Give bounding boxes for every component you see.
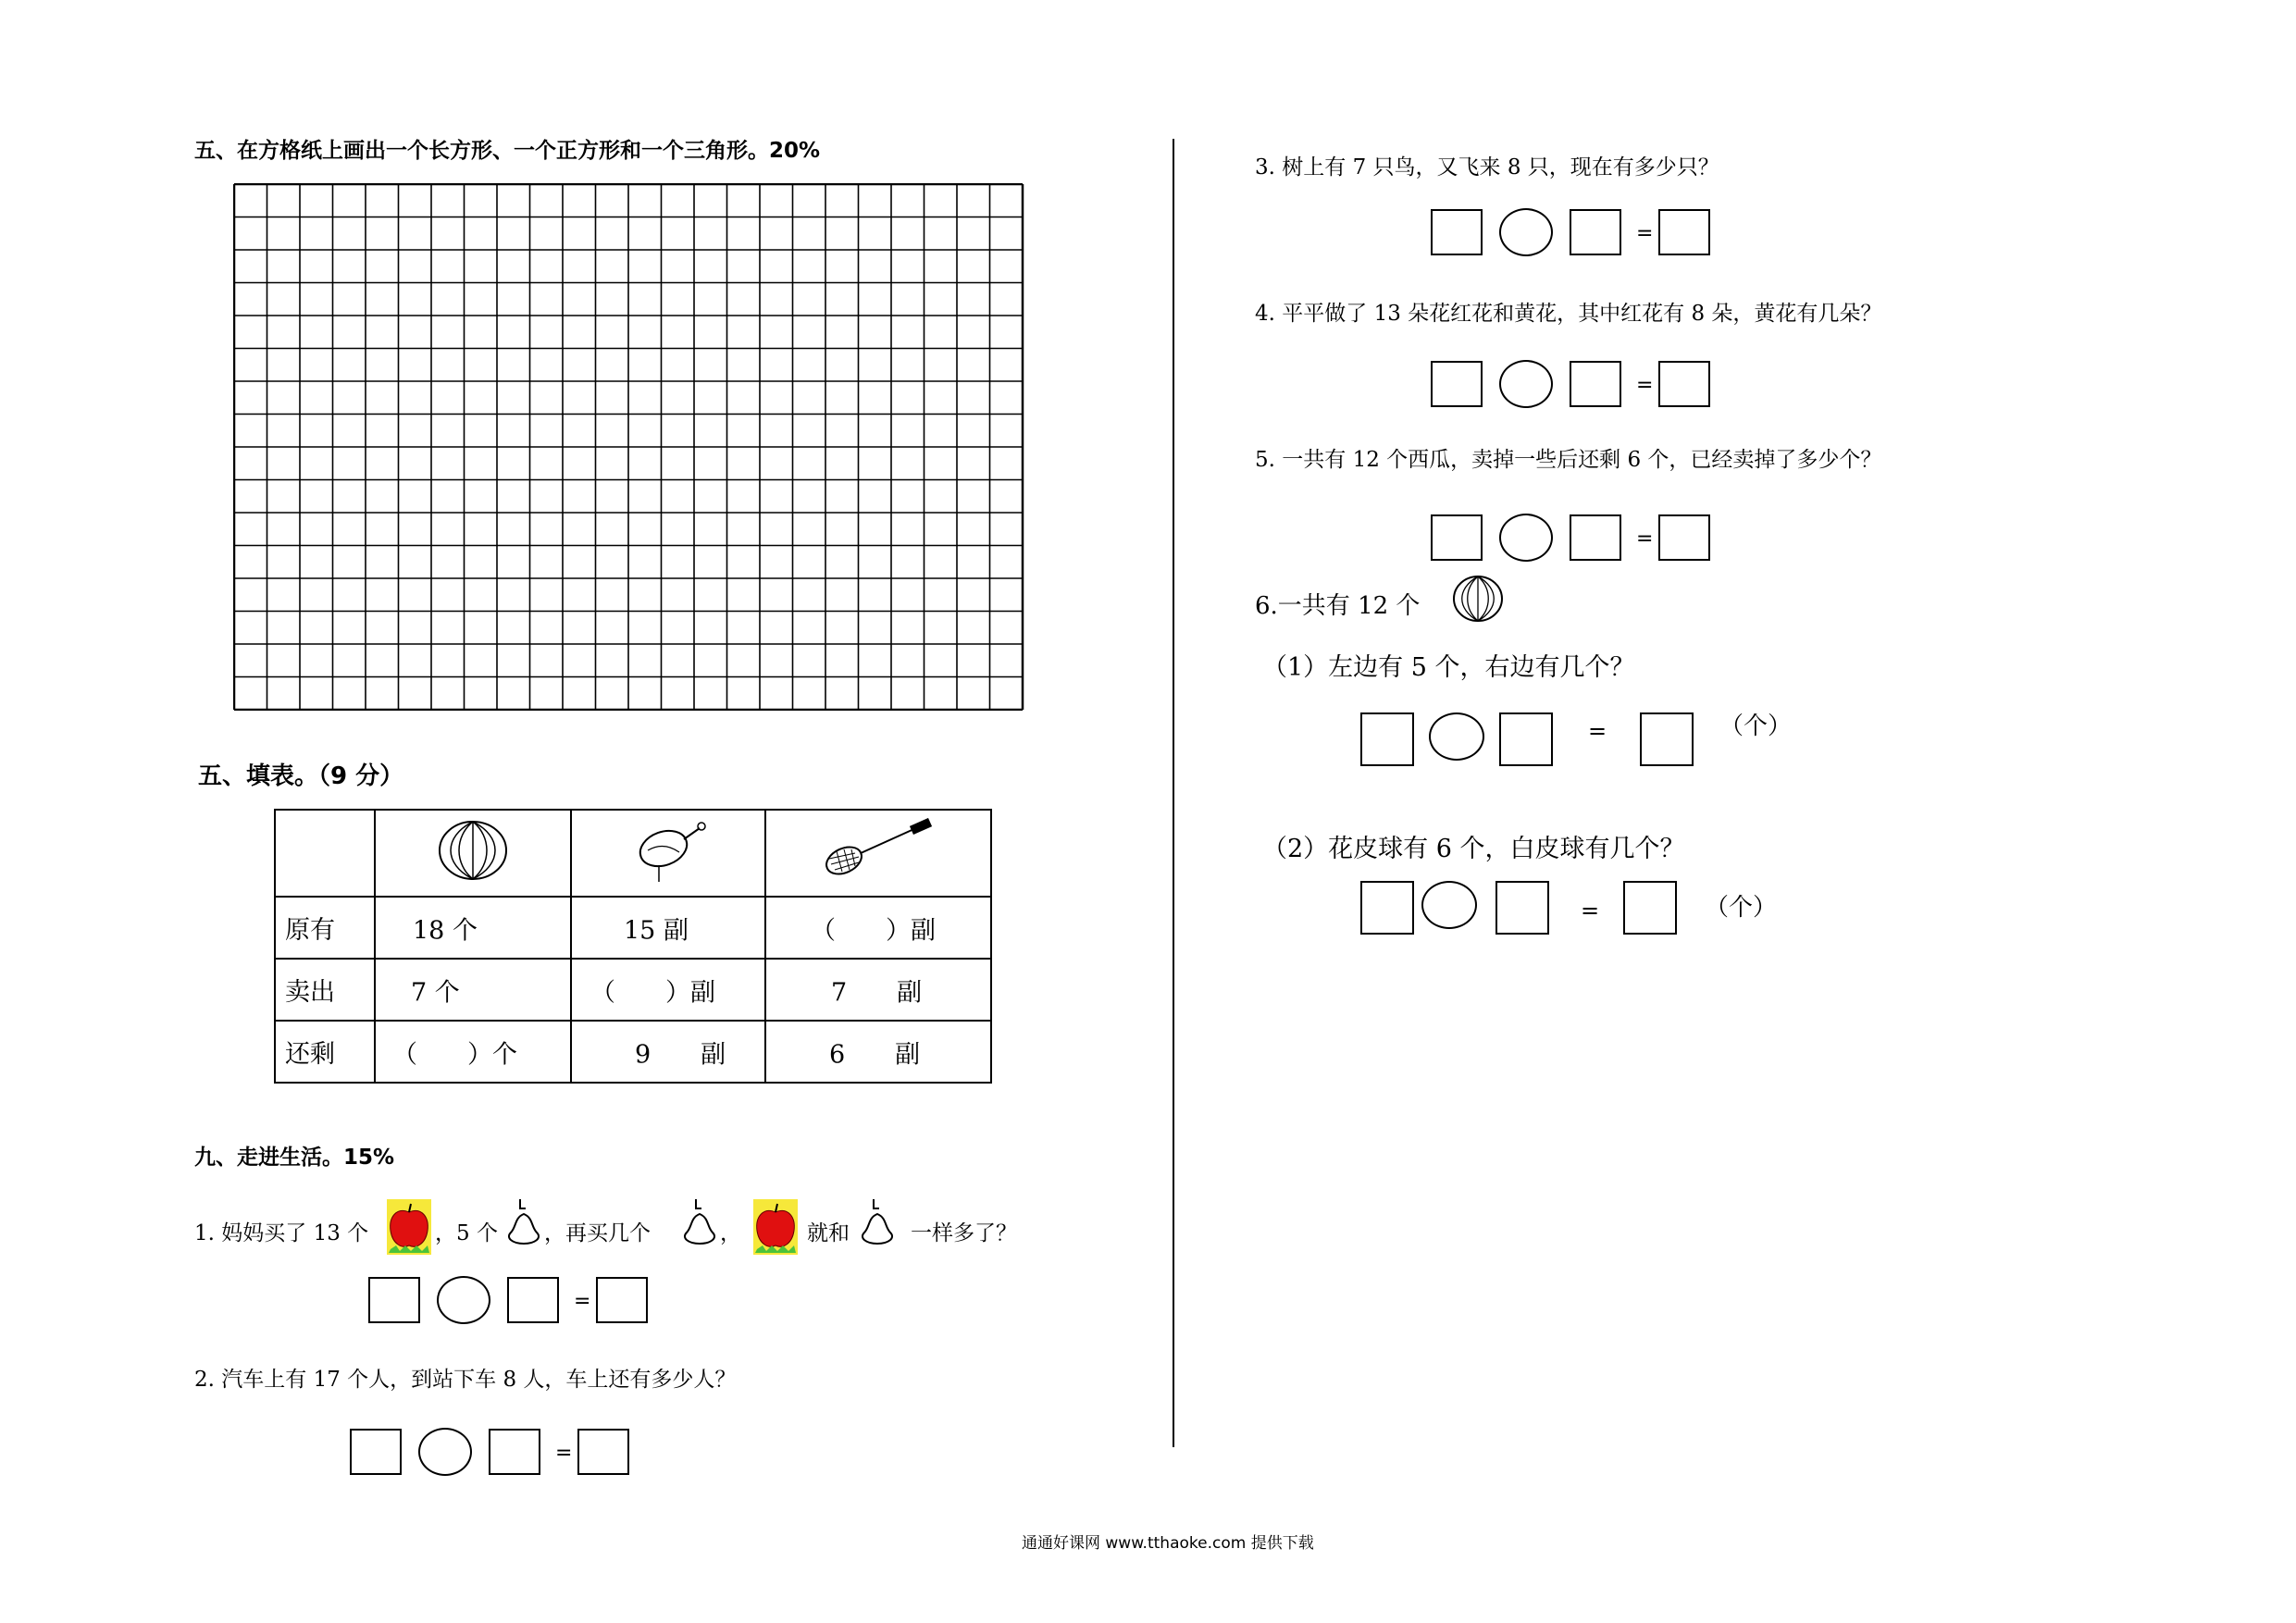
q6-1-unit: （个） bbox=[1719, 712, 1793, 740]
ball-icon bbox=[1451, 574, 1505, 624]
cell-remaining-racket: 6 副 bbox=[765, 1021, 991, 1083]
q6-1-answer-box-2[interactable] bbox=[1499, 712, 1553, 766]
cell-remaining-ball[interactable]: （ ）个 bbox=[375, 1021, 571, 1083]
q2-answer-box-2[interactable] bbox=[489, 1429, 540, 1475]
ball-icon bbox=[436, 818, 510, 883]
q1-text-part3: ，再买几个 bbox=[544, 1221, 651, 1245]
q5-answer-box-2[interactable] bbox=[1570, 514, 1621, 561]
q1-text-part4: ， bbox=[720, 1221, 741, 1245]
q2-operator-circle[interactable] bbox=[418, 1428, 472, 1476]
q5-result-box[interactable] bbox=[1658, 514, 1710, 561]
table-header-racket bbox=[765, 810, 991, 897]
row-label-sold: 卖出 bbox=[275, 959, 375, 1021]
q2-answer-box-1[interactable] bbox=[350, 1429, 402, 1475]
column-divider bbox=[1173, 139, 1174, 1447]
drawing-grid[interactable] bbox=[233, 183, 1025, 711]
q2-result-box[interactable] bbox=[577, 1429, 629, 1475]
table-corner-cell bbox=[275, 810, 375, 897]
cell-original-paddle: 15 副 bbox=[571, 897, 765, 959]
q1-text-part6: 一样多了？ bbox=[911, 1221, 1017, 1245]
q4-operator-circle[interactable] bbox=[1499, 360, 1553, 408]
pear-icon bbox=[679, 1196, 720, 1247]
q1-answer-box-2[interactable] bbox=[507, 1277, 559, 1323]
table-section-title: 五、填表。（9 分） bbox=[198, 762, 404, 790]
q1-text-part1: 1. 妈妈买了 13 个 bbox=[194, 1221, 369, 1245]
cell-remaining-paddle: 9 副 bbox=[571, 1021, 765, 1083]
q6-1-result-box[interactable] bbox=[1640, 712, 1694, 766]
row-label-remaining: 还剩 bbox=[275, 1021, 375, 1083]
cell-sold-paddle[interactable]: （ ）副 bbox=[571, 959, 765, 1021]
q3-operator-circle[interactable] bbox=[1499, 208, 1553, 256]
cell-original-racket[interactable]: （ ）副 bbox=[765, 897, 991, 959]
q6-text: 6.一共有 12 个 bbox=[1255, 592, 1421, 620]
q6-1-operator-circle[interactable] bbox=[1429, 712, 1484, 761]
q6-part2-text: （2）花皮球有 6 个，白皮球有几个？ bbox=[1262, 835, 1685, 863]
q2-text: 2. 汽车上有 17 个人，到站下车 8 人，车上还有多少人？ bbox=[194, 1368, 737, 1392]
q5-equals-sign: = bbox=[1636, 527, 1654, 551]
cell-sold-ball: 7 个 bbox=[375, 959, 571, 1021]
table-header-paddle bbox=[571, 810, 765, 897]
q4-result-box[interactable] bbox=[1658, 361, 1710, 407]
q3-result-box[interactable] bbox=[1658, 209, 1710, 255]
pear-icon bbox=[503, 1196, 544, 1247]
q6-part1-text: （1）左边有 5 个，右边有几个？ bbox=[1262, 653, 1635, 682]
q4-equals-sign: = bbox=[1636, 374, 1654, 397]
row-label-original: 原有 bbox=[275, 897, 375, 959]
q1-operator-circle[interactable] bbox=[437, 1276, 490, 1324]
q6-2-result-box[interactable] bbox=[1623, 881, 1677, 935]
q4-answer-box-1[interactable] bbox=[1431, 361, 1483, 407]
q3-equals-sign: = bbox=[1636, 222, 1654, 245]
q6-2-answer-box-1[interactable] bbox=[1360, 881, 1414, 935]
q6-2-operator-circle[interactable] bbox=[1421, 881, 1477, 929]
q5-operator-circle[interactable] bbox=[1499, 514, 1553, 562]
q5-answer-box-1[interactable] bbox=[1431, 514, 1483, 561]
pear-icon bbox=[857, 1196, 898, 1247]
q3-answer-box-1[interactable] bbox=[1431, 209, 1483, 255]
q5-text: 5. 一共有 12 个西瓜，卖掉一些后还剩 6 个，已经卖掉了多少个？ bbox=[1255, 448, 1882, 472]
q4-answer-box-2[interactable] bbox=[1570, 361, 1621, 407]
table-header-ball bbox=[375, 810, 571, 897]
q6-2-unit: （个） bbox=[1705, 894, 1778, 922]
q3-answer-box-2[interactable] bbox=[1570, 209, 1621, 255]
fill-table bbox=[274, 809, 992, 1084]
q1-text-part2: ，5 个 bbox=[435, 1221, 498, 1245]
badminton-racket-icon bbox=[818, 818, 938, 883]
cell-original-ball: 18 个 bbox=[375, 897, 571, 959]
q6-2-equals-sign: = bbox=[1581, 898, 1600, 923]
life-section-title: 九、走进生活。15% bbox=[194, 1146, 395, 1170]
q1-answer-box-1[interactable] bbox=[368, 1277, 420, 1323]
q6-1-answer-box-1[interactable] bbox=[1360, 712, 1414, 766]
q2-equals-sign: = bbox=[555, 1442, 573, 1465]
apple-icon bbox=[387, 1199, 431, 1255]
q1-text-part5: 就和 bbox=[807, 1221, 850, 1245]
cell-sold-racket: 7 副 bbox=[765, 959, 991, 1021]
q4-text: 4. 平平做了 13 朵花红花和黄花，其中红花有 8 朵，黄花有几朵？ bbox=[1255, 302, 1882, 326]
q6-2-answer-box-2[interactable] bbox=[1496, 881, 1549, 935]
ping-pong-paddle-icon bbox=[622, 813, 714, 887]
q1-equals-sign: = bbox=[574, 1290, 591, 1313]
q3-text: 3. 树上有 7 只鸟，又飞来 8 只，现在有多少只？ bbox=[1255, 155, 1719, 180]
q6-1-equals-sign: = bbox=[1588, 718, 1607, 744]
grid-section-title: 五、在方格纸上画出一个长方形、一个正方形和一个三角形。20% bbox=[194, 139, 821, 163]
apple-icon bbox=[753, 1199, 798, 1255]
q1-result-box[interactable] bbox=[596, 1277, 648, 1323]
page-footer: 通通好课网 www.tthaoke.com 提供下载 bbox=[1022, 1534, 1314, 1553]
